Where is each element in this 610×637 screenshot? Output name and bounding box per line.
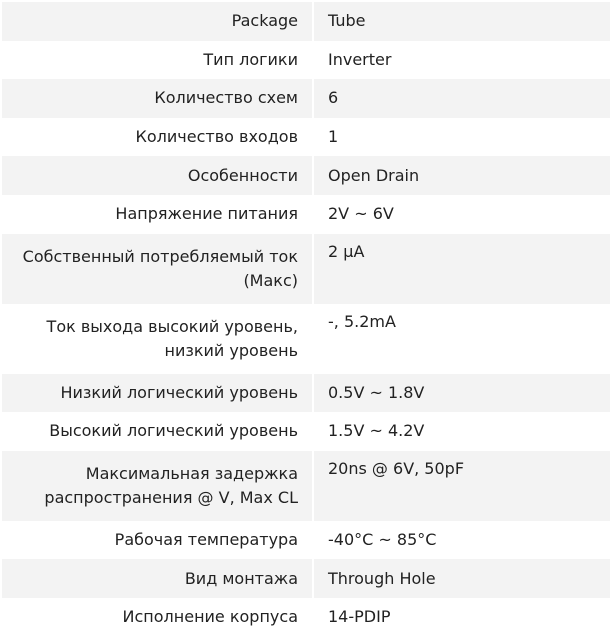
spec-value: -40°C ~ 85°C [313, 521, 610, 560]
spec-label: Тип логики [2, 41, 313, 80]
spec-row-supply-voltage [2, 195, 610, 234]
spec-label: Максимальная задержка распространения @ V, Max CL [2, 451, 313, 521]
spec-label: Собственный потребляемый ток (Макс) [2, 234, 313, 304]
spec-value: 14-PDIP [313, 598, 610, 637]
spec-value: 6 [313, 79, 610, 118]
spec-row-logic-type [2, 41, 610, 80]
spec-row-propagation-delay [2, 451, 610, 521]
spec-value: 0.5V ~ 1.8V [313, 374, 610, 413]
spec-label: Высокий логический уровень [2, 412, 313, 451]
spec-value: Tube [313, 2, 610, 41]
spec-label: Вид монтажа [2, 559, 313, 598]
spec-label: Количество схем [2, 79, 313, 118]
spec-label: Количество входов [2, 118, 313, 157]
spec-row-inputs-count [2, 118, 610, 157]
spec-row-output-current [2, 304, 610, 374]
spec-row-quiescent-current [2, 234, 610, 304]
spec-value: 1 [313, 118, 610, 157]
spec-value: 2V ~ 6V [313, 195, 610, 234]
spec-row-operating-temperature [2, 521, 610, 560]
spec-value: Open Drain [313, 156, 610, 195]
spec-row-features [2, 156, 610, 195]
spec-label: Исполнение корпуса [2, 598, 313, 637]
spec-row-package-case [2, 598, 610, 637]
spec-label: Package [2, 2, 313, 41]
spec-value: Through Hole [313, 559, 610, 598]
specifications-table [2, 2, 610, 637]
spec-value: 20ns @ 6V, 50pF [313, 451, 610, 521]
spec-value: 2 µA [313, 234, 610, 304]
spec-label: Особенности [2, 156, 313, 195]
spec-label: Рабочая температура [2, 521, 313, 560]
spec-row-circuits-count [2, 79, 610, 118]
spec-value: Inverter [313, 41, 610, 80]
spec-row-mounting-type [2, 559, 610, 598]
spec-label: Ток выхода высокий уровень, низкий уровень [2, 304, 313, 374]
spec-value: -, 5.2mA [313, 304, 610, 374]
spec-label: Напряжение питания [2, 195, 313, 234]
spec-row-low-logic-level [2, 374, 610, 413]
spec-value: 1.5V ~ 4.2V [313, 412, 610, 451]
spec-label: Низкий логический уровень [2, 374, 313, 413]
spec-row-high-logic-level [2, 412, 610, 451]
spec-row-package [2, 2, 610, 41]
